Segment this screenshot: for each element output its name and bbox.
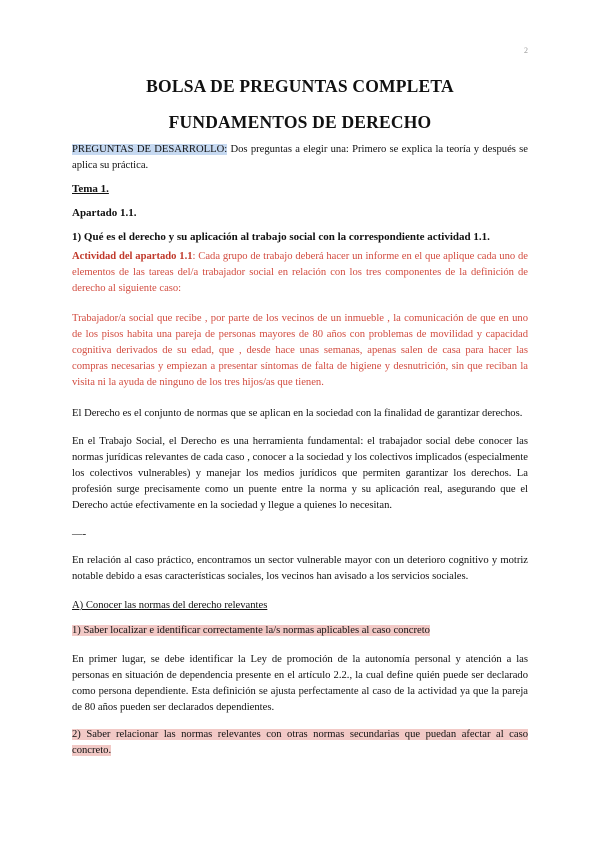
paragraph-social-work: En el Trabajo Social, el Derecho es una herramienta fundamental: el trabajador social debe conocer las normas jurídicas relevantes de cada caso , conocer a la sociedad y los colectivos implicados (especialmente los colectivos vulnerables) y manejar los medios jurídicos que permiten garantizar los derechos. La profesión surge precisamente como un puente entre la norma y su aplicación real, asegurando que el Derecho actúe efectivamente en la sociedad y llegue a quienes lo necesitan. (72, 436, 528, 511)
section-a-heading: A) Conocer las normas del derecho relevantes (72, 600, 268, 611)
intro-label: PREGUNTAS DE DESARROLLO: (72, 144, 228, 155)
page-number: 2 (524, 46, 528, 55)
case-paragraph: Trabajador/a social que recibe , por parte de los vecinos de un inmueble , la comunicación de que en uno de los pisos habita una pareja de personas mayores de 80 años con problemas de movilidad y capacidad cognitiva derivados de su edad, que , desde hace unas semanas, apenas salen de casa para hacer las compras necesarias y empiezan a presentar síntomas de falta de higiene y desnutrición, sin que reciban la visita ni la ayuda de ninguno de los tres hijos/as que tienen. (72, 313, 528, 388)
intro-text: Dos preguntas a elegir una: Primero se explica la teoría y después se aplica su práctica. (72, 144, 528, 171)
document-title: BOLSA DE PREGUNTAS COMPLETA (146, 76, 454, 96)
tema-heading: Tema 1. (72, 183, 109, 195)
question-heading: 1) Qué es el derecho y su aplicación al trabajo social con la correspondiente actividad 1.1. (72, 231, 490, 243)
activity-label: Actividad del apartado 1.1 (72, 251, 193, 262)
subheading-1 (72, 623, 528, 639)
intro-paragraph (72, 142, 528, 174)
subheading-2 (72, 727, 528, 759)
subheading-1-text: 1) Saber localizar e identificar correctamente la/s normas aplicables al caso concreto (72, 625, 430, 636)
paragraph-case-relation: En relación al caso práctico, encontramos un sector vulnerable mayor con un deterioro cognitivo y motriz notable debido a esas características sociales, los vecinos han avisado a los servicios sociales. (72, 555, 528, 582)
subheading-2-text: 2) Saber relacionar las normas relevantes con otras normas secundarias que puedan afectar al caso concreto. (72, 729, 528, 756)
activity-paragraph (72, 249, 528, 297)
paragraph-dependency-law: En primer lugar, se debe identificar la Ley de promoción de la autonomía personal y atención a las personas en situación de dependencia presente en el artículo 2.2., la cual define quién puede ser declarado como persona dependiente. Esta definición se ajusta perfectamente al caso de la actividad ya que la pareja de 80 años pueden ser declarados dependientes. (72, 654, 528, 713)
document-subtitle: FUNDAMENTOS DE DERECHO (168, 112, 432, 132)
separator: —- (72, 529, 87, 540)
activity-text: : Cada grupo de trabajo deberá hacer un informe en el que aplique cada uno de elementos de las tareas del/a trabajador social en relación con los tres componentes de la definición de derecho al siguiente caso: (72, 251, 528, 294)
apartado-heading: Apartado 1.1. (72, 207, 137, 219)
paragraph-definition: El Derecho es el conjunto de normas que se aplican en la sociedad con la finalidad de garantizar derechos. (72, 408, 523, 419)
